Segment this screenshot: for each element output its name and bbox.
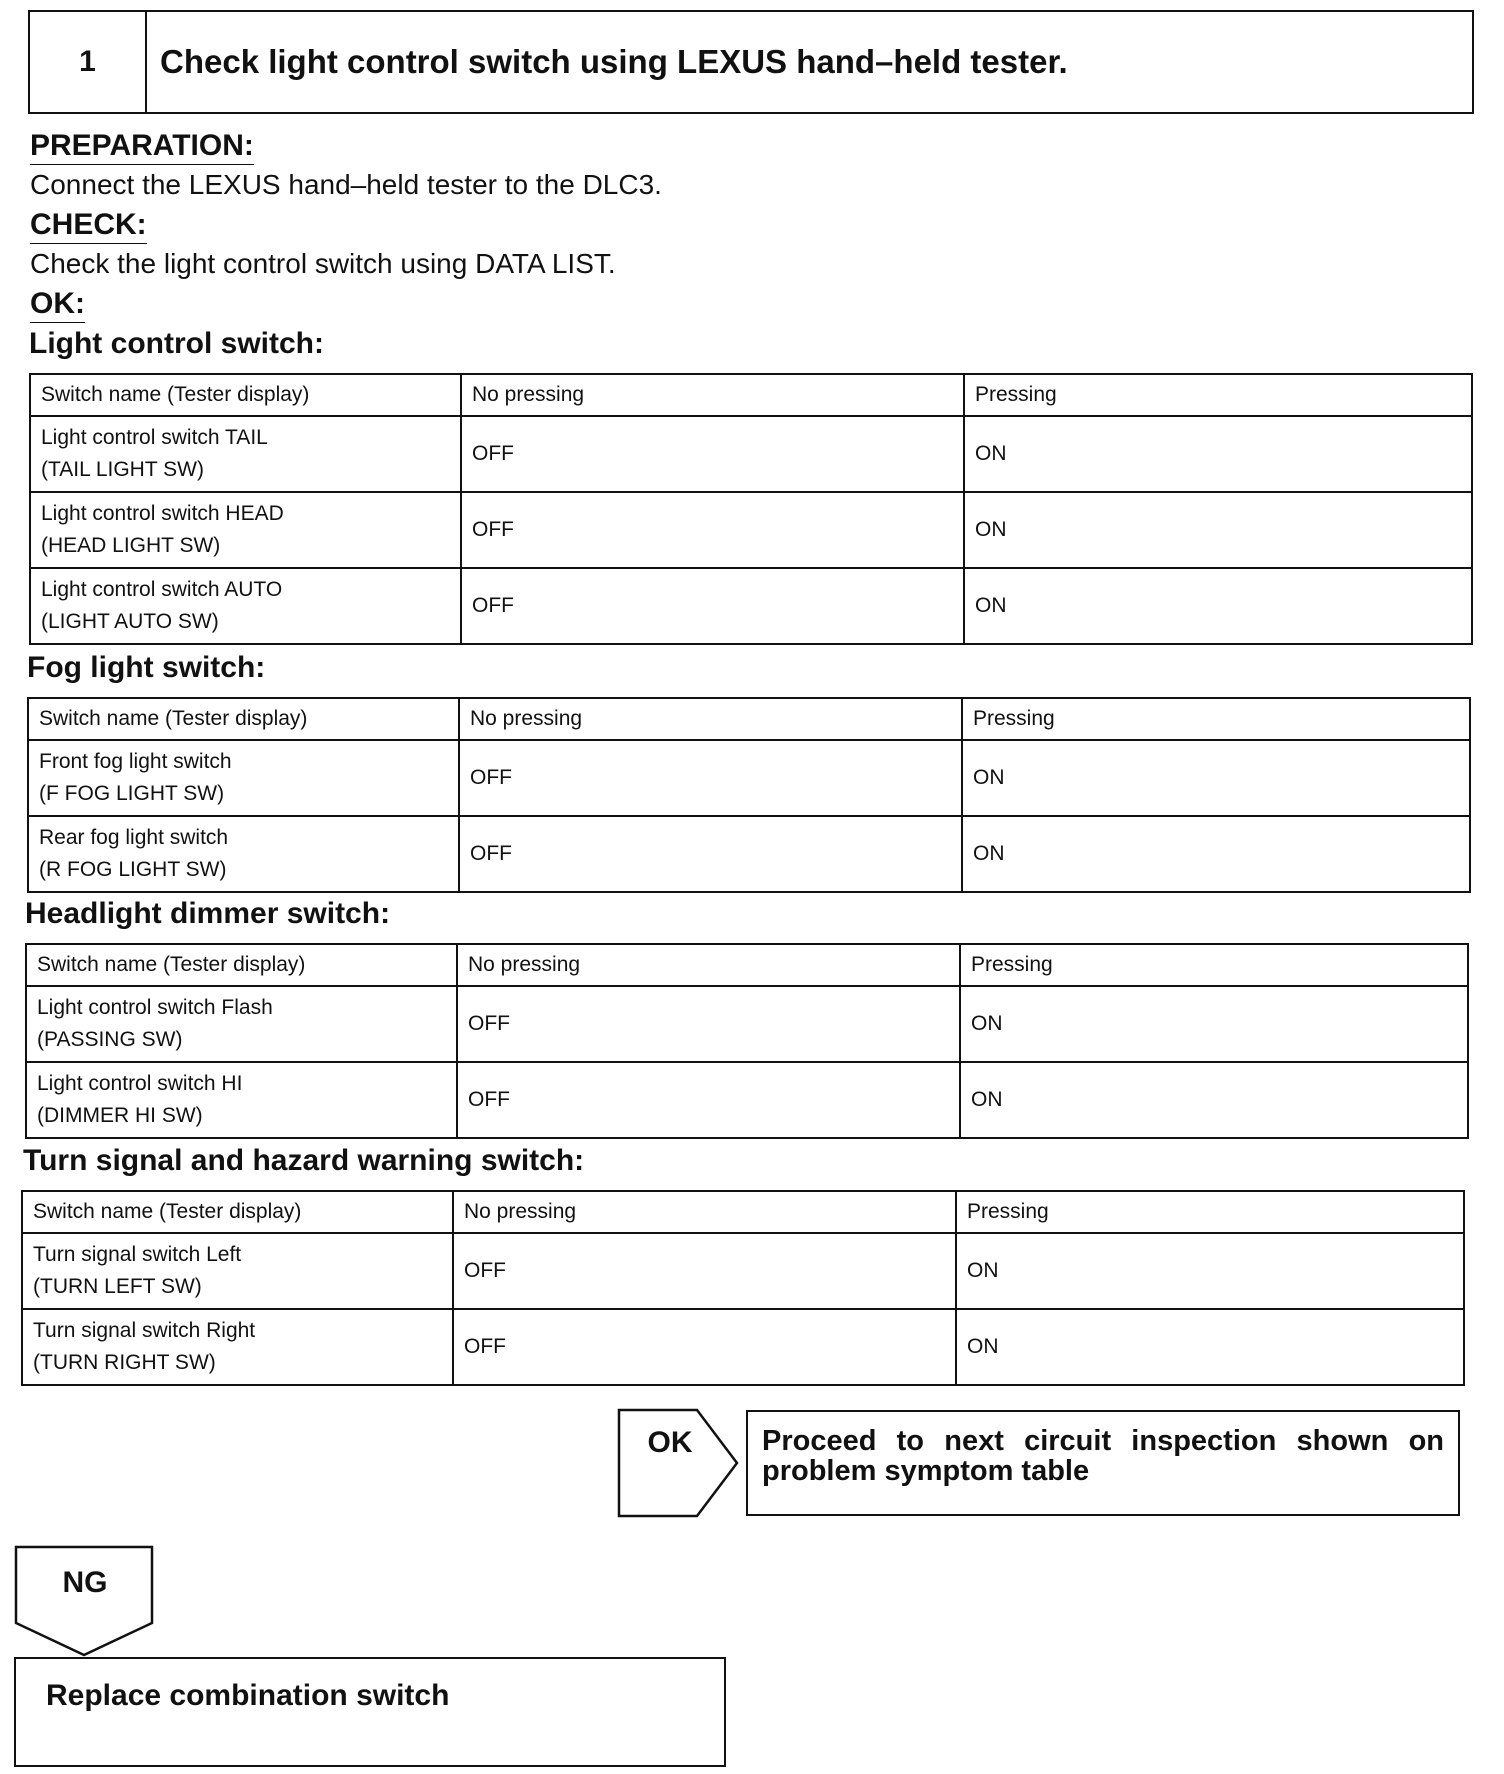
tester-display: (LIGHT AUTO SW) (41, 610, 219, 633)
col-header-pressing: Pressing (964, 374, 1472, 416)
switch-name-cell (26, 986, 457, 1062)
no-pressing-value: OFF (457, 986, 960, 1062)
ok-heading: OK: (30, 286, 85, 323)
col-header-pressing: Pressing (962, 698, 1470, 740)
ng-arrow-shape (14, 1545, 154, 1657)
col-header-pressing: Pressing (960, 944, 1468, 986)
pressing-value: ON (960, 986, 1468, 1062)
table-light-control (29, 373, 1473, 645)
table-row (26, 1062, 1468, 1138)
table-title-turn-signal: Turn signal and hazard warning switch: (23, 1144, 585, 1177)
switch-name: Light control switch Flash (37, 996, 273, 1019)
switch-name: Turn signal switch Right (33, 1319, 256, 1342)
tester-display: (PASSING SW) (37, 1028, 183, 1051)
step-number: 1 (30, 12, 147, 112)
no-pressing-value: OFF (459, 740, 962, 816)
pressing-value: ON (964, 416, 1472, 492)
tester-display: (TURN LEFT SW) (33, 1275, 202, 1298)
no-pressing-value: OFF (461, 416, 964, 492)
table-row (30, 416, 1472, 492)
table-header-row (30, 374, 1472, 416)
tester-display: (TAIL LIGHT SW) (41, 458, 204, 481)
table-turn-signal (21, 1190, 1465, 1386)
switch-name: Turn signal switch Left (33, 1243, 242, 1266)
pressing-value: ON (956, 1309, 1464, 1385)
check-text: Check the light control switch using DATA LIST. (30, 248, 616, 279)
col-header-switch-name: Switch name (Tester display) (22, 1191, 453, 1233)
col-header-no-pressing: No pressing (457, 944, 960, 986)
switch-name-cell (22, 1233, 453, 1309)
col-header-no-pressing: No pressing (453, 1191, 956, 1233)
no-pressing-value: OFF (459, 816, 962, 892)
table-header-row (28, 698, 1470, 740)
switch-name-cell (26, 1062, 457, 1138)
col-header-no-pressing: No pressing (461, 374, 964, 416)
col-header-switch-name: Switch name (Tester display) (26, 944, 457, 986)
pressing-value: ON (960, 1062, 1468, 1138)
table-row (22, 1233, 1464, 1309)
table-row (28, 816, 1470, 892)
table-header-row (22, 1191, 1464, 1233)
tester-display: (F FOG LIGHT SW) (39, 782, 225, 805)
tester-display: (TURN RIGHT SW) (33, 1351, 216, 1374)
ng-branch-label: NG (62, 1566, 108, 1599)
switch-name-cell (28, 740, 459, 816)
col-header-switch-name: Switch name (Tester display) (30, 374, 461, 416)
pressing-value: ON (962, 740, 1470, 816)
no-pressing-value: OFF (461, 568, 964, 644)
table-row (22, 1309, 1464, 1385)
switch-name: Light control switch HI (37, 1072, 243, 1095)
table-row (30, 492, 1472, 568)
table-row (26, 986, 1468, 1062)
table-title-light-control: Light control switch: (29, 327, 324, 360)
table-header-row (26, 944, 1468, 986)
switch-name: Light control switch AUTO (41, 578, 283, 601)
pressing-value: ON (956, 1233, 1464, 1309)
pressing-value: ON (964, 568, 1472, 644)
check-heading: CHECK: (30, 207, 147, 244)
tester-display: (HEAD LIGHT SW) (41, 534, 221, 557)
switch-name-cell (28, 816, 459, 892)
tester-display: (DIMMER HI SW) (37, 1104, 203, 1127)
switch-name-cell (30, 568, 461, 644)
table-row (30, 568, 1472, 644)
preparation-text: Connect the LEXUS hand–held tester to the DLC3. (30, 169, 662, 200)
col-header-pressing: Pressing (956, 1191, 1464, 1233)
table-title-fog-light: Fog light switch: (27, 651, 266, 684)
switch-name-cell (22, 1309, 453, 1385)
table-row (28, 740, 1470, 816)
no-pressing-value: OFF (457, 1062, 960, 1138)
step-header (28, 10, 1474, 114)
switch-name: Light control switch TAIL (41, 426, 268, 449)
tester-display: (R FOG LIGHT SW) (39, 858, 227, 881)
ok-arrow-shape (617, 1408, 742, 1518)
no-pressing-value: OFF (453, 1233, 956, 1309)
no-pressing-value: OFF (461, 492, 964, 568)
ok-branch-text: Proceed to next circuit inspection shown on problem symptom table (762, 1425, 1444, 1487)
switch-name: Front fog light switch (39, 750, 232, 773)
step-title: Check light control switch using LEXUS hand–held tester. (160, 43, 1068, 80)
table-title-headlight-dimmer: Headlight dimmer switch: (25, 897, 391, 930)
table-fog-light (27, 697, 1471, 893)
preparation-heading: PREPARATION: (30, 128, 254, 165)
col-header-switch-name: Switch name (Tester display) (28, 698, 459, 740)
ok-branch-box (746, 1410, 1460, 1516)
col-header-no-pressing: No pressing (459, 698, 962, 740)
ng-branch-box (14, 1657, 726, 1767)
pressing-value: ON (962, 816, 1470, 892)
switch-name-cell (30, 416, 461, 492)
table-headlight-dimmer (25, 943, 1469, 1139)
ok-branch-label: OK (647, 1426, 693, 1459)
switch-name: Rear fog light switch (39, 826, 229, 849)
no-pressing-value: OFF (453, 1309, 956, 1385)
switch-name: Light control switch HEAD (41, 502, 284, 525)
ng-branch-text: Replace combination switch (46, 1679, 450, 1712)
switch-name-cell (30, 492, 461, 568)
pressing-value: ON (964, 492, 1472, 568)
